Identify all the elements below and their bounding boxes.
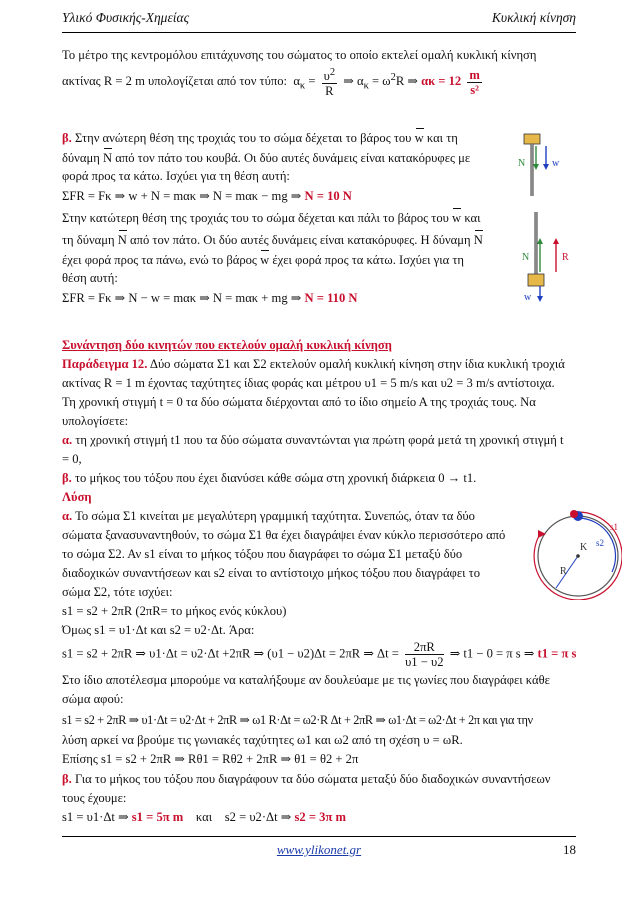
fig-low-R: R: [562, 252, 569, 263]
bucket-top-icon: [524, 134, 540, 144]
sol-a-line-6: s1 = s2 + 2πR (2πR= το μήκος ενός κύκλου): [62, 604, 287, 618]
page-number: 18: [563, 842, 576, 857]
beta-line-2: δύναμη N από τον πάτο του κουβά. Οι δύο αυτές δυνάμεις είναι κατακόρυφες με: [62, 151, 471, 165]
circle-s2: s2: [596, 538, 605, 548]
bucket-bottom-figure: [512, 212, 578, 306]
page-footer: [62, 842, 576, 862]
alt-line-3: λύση αρκεί να βρούμε τις γωνιακές ταχύτητες ω1 και ω2 από τη σχέση υ = ωR.: [62, 733, 463, 747]
sol-a-line-5: σώμα Σ2, τότε ισχύει:: [62, 585, 173, 599]
section-title: Συνάντηση δύο κινητών που εκτελούν ομαλή κυκλική κίνηση: [62, 338, 392, 352]
sol-a-line-4: διαδοχικών συναντήσεων και s2 είναι το αντίστοιχο μήκος τόξου που διαγράφει το: [62, 566, 481, 580]
circle-s1: s1: [610, 522, 619, 532]
bucket-top-figure: [510, 128, 576, 198]
intro-line-1: Το μέτρο της κεντρομόλου επιτάχυνσης του σώματος το οποίο εκτελεί ομαλή κυκλική κίνηση: [62, 48, 537, 62]
main-result: t1 = π s: [537, 646, 577, 661]
sol-b-line-2: τους έχουμε:: [62, 791, 127, 805]
intro-result: ακ = 12: [421, 73, 462, 88]
result-s2: s2 = 3π m: [294, 810, 347, 824]
solution-heading: Λύση: [62, 490, 92, 504]
alt-line-4: Επίσης s1 = s2 + 2πR ⇒ Rθ1 = Rθ2 + 2πR ⇒ θ1 = θ2 + 2π: [62, 752, 359, 766]
alt-line-1: Στο ίδιο αποτέλεσμα μπορούμε να καταλήξουμε αν δουλεύαμε με τις γωνίες που διαγράφει κάθε: [62, 673, 550, 687]
lower-result: N = 110 N: [304, 291, 358, 305]
example-line-2: ακτίνας R = 1 m έχοντας ταχύτητες ίδιας φοράς και μέτρου υ1 = 5 m/s και υ2 = 3 m/s αντίστοιχα.: [62, 376, 555, 390]
beta-label: β.: [62, 131, 72, 145]
header-chapter: Κυκλική κίνηση: [491, 10, 576, 25]
intro-equation: ακτίνας R = 2 m υπολογίζεται από τον τύπο: $\alpha_\kappa$ = $\frac{\upsilon^2}{R}$ ⇒ $\alpha_\kappa = \omega^2R$ ⇒ ακ = 12 $\frac{m}{\text{s²}}$: [62, 67, 480, 99]
example-label: Παράδειγμα 12.: [62, 357, 148, 371]
intro-line-2: ακτίνας R = 2 m υπολογίζεται από τον τύπο:: [62, 73, 288, 88]
footer-rule: [62, 836, 576, 837]
result-s1: s1 = 5π m: [131, 810, 184, 824]
main-equation: s1 = s2 + 2πR ⇒ υ1·Δt = υ2·Δt +2πR ⇒ (υ1 − υ2)Δt = 2πR ⇒ Δt = $\frac{2\pi R}{\upsilon 1 - \upsilon 2}$ ⇒ t1 − 0 = π s ⇒ t1 = π s: [62, 640, 577, 669]
example-line-1: Παράδειγμα 12. Δύο σώματα Σ1 και Σ2 εκτελούν ομαλή κυκλική κίνηση στην ίδια κυκλική τροχιά: [62, 357, 565, 371]
footer-link[interactable]: www.ylikonet.gr: [276, 842, 362, 857]
fig-low-N: N: [522, 252, 530, 263]
page-header: [62, 10, 576, 28]
beta-equation: ΣFR = Fκ ⇒ w + N = mακ ⇒ N = mακ − mg ⇒ N = 10 N: [62, 189, 352, 203]
lower-line-2: τη δύναμη N από τον πάτο. Οι δύο αυτές δυνάμεις είναι κατακόρυφες. Η δύναμη N: [62, 233, 483, 247]
lower-line-4: θέση αυτή:: [62, 271, 118, 285]
header-title: Υλικό Φυσικής-Χημείας: [62, 10, 190, 25]
bucket-bottom-icon: [528, 274, 544, 286]
question-a-line-2: = 0,: [62, 452, 82, 466]
alt-line-2: σώμα αφού:: [62, 692, 124, 706]
sol-a-line-2: σώματα ξανασυναντηθούν, το σώμα Σ1 θα έχει διαγράψει έναν κύκλο περισσότερο από: [62, 528, 506, 542]
sol-a-line-7: Όμως s1 = υ1·Δt και s2 = υ2·Δt. Άρα:: [62, 623, 255, 637]
lower-equation: ΣFR = Fκ ⇒ N − w = mακ ⇒ N = mακ + mg ⇒ N = 110 N: [62, 291, 358, 305]
fraction: $\frac{\upsilon^2}{R}$: [323, 67, 336, 99]
beta-result: N = 10 N: [304, 189, 352, 203]
question-a-line-1: α. τη χρονική στιγμή t1 που τα δύο σώματα συναντώνται για πρώτη φορά μετά τη χρονική στιγμή t: [62, 433, 564, 447]
sol-a-line-1: α. Το σώμα Σ1 κινείται με μεγαλύτερη γραμμική ταχύτητα. Συνεπώς, όταν τα δύο: [62, 509, 475, 523]
question-b: β. το μήκος του τόξου που έχει διανύσει κάθε σώμα στη χρονική διάρκεια 0 → t1.: [62, 471, 477, 485]
lower-line-1: Στην κατώτερη θέση της τροχιάς του το σώμα δέχεται και πάλι το βάρος του w και: [62, 211, 481, 225]
example-line-3: Τη χρονική στιγμή t = 0 τα δύο σώματα διέρχονται από το ίδιο σημείο Α της τροχιάς τους. Να: [62, 395, 536, 409]
circle-R: R: [560, 566, 567, 577]
beta-line-3: φορά προς τα κάτω. Ισχύει για τη θέση αυτή:: [62, 169, 290, 183]
sol-b-line-3: s1 = υ1·Δt ⇒ s1 = 5π m και s2 = υ2·Δt ⇒ s2 = 3π m: [62, 810, 347, 824]
example-line-4: υπολογίσετε:: [62, 414, 129, 428]
circle-figure: [516, 500, 622, 600]
unit-fraction: $\frac{m}{\text{s²}}$: [469, 67, 480, 97]
circle-K: K: [580, 542, 588, 553]
sol-a-line-3: το σώμα Σ2. Αν s1 είναι το μήκος τόξου που διαγράφει το σώμα Σ1 μεταξύ δύο: [62, 547, 463, 561]
beta-line-1: β. Στην ανώτερη θέση της τροχιάς του το σώμα δέχεται το βάρος του w και τη: [62, 131, 458, 145]
sol-b-line-1: β. Για το μήκος του τόξου που διαγράφουν τα δύο σώματα μεταξύ δύο διαδοχικών συναντήσεων: [62, 772, 551, 786]
fig-low-w: w: [524, 292, 532, 303]
fig-top-N: N: [518, 158, 526, 169]
alt-equation: s1 = s2 + 2πR ⇒ υ1·Δt = υ2·Δt + 2πR ⇒ ω1 R·Δt = ω2·R Δt + 2πR ⇒ ω1·Δt = ω2·Δt + 2π και για την: [62, 713, 533, 727]
lower-line-3: έχει φορά προς τα πάνω, ενώ το βάρος w έχει φορά προς τα κάτω. Ισχύει για τη: [62, 253, 464, 267]
fig-top-w: w: [552, 158, 560, 169]
header-rule: [62, 32, 576, 33]
